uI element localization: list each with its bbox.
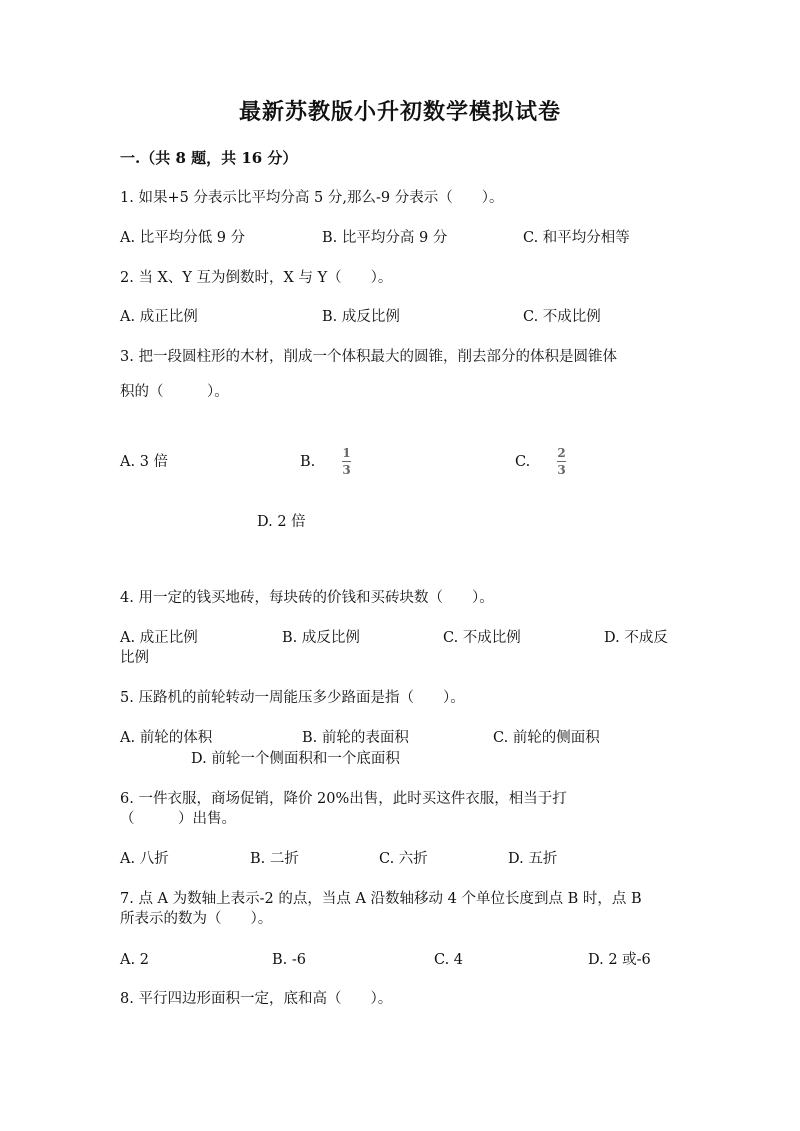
q3-option-b-fraction bbox=[342, 447, 351, 476]
q4-option-c: C. 不成比例 bbox=[443, 630, 521, 646]
q7-option-b: B. -6 bbox=[272, 952, 306, 968]
q4-option-b: B. 成反比例 bbox=[282, 630, 360, 646]
exam-title: 最新苏教版小升初数学模拟试卷 bbox=[238, 99, 561, 125]
question-5: 5. 压路机的前轮转动一周能压多少路面是指（ ）。 bbox=[120, 690, 465, 706]
q5-option-d: D. 前轮一个侧面积和一个底面积 bbox=[191, 751, 400, 767]
question-8: 8. 平行四边形面积一定，底和高（ ）。 bbox=[120, 991, 393, 1007]
question-2: 2. 当 X、Y 互为倒数时，X 与 Y（ ）。 bbox=[120, 270, 393, 286]
q4-option-a: A. 成正比例 bbox=[120, 630, 198, 646]
q7-option-c: C. 4 bbox=[434, 952, 464, 968]
q3-option-c-label: C. bbox=[515, 454, 531, 470]
fraction-numerator: 2 bbox=[557, 446, 566, 460]
q3-option-c-fraction bbox=[557, 447, 566, 476]
q3-option-b-label: B. bbox=[300, 454, 316, 470]
question-6-line-2: （ ）出售。 bbox=[120, 811, 236, 827]
q1-option-c: C. 和平均分相等 bbox=[523, 230, 630, 246]
question-7-line-2: 所表示的数为（ ）。 bbox=[120, 911, 273, 927]
q2-option-c: C. 不成比例 bbox=[523, 309, 601, 325]
fraction-denominator: 3 bbox=[342, 463, 351, 477]
fraction-denominator: 3 bbox=[557, 463, 566, 477]
q7-option-a: A. 2 bbox=[120, 952, 149, 968]
fraction-bar bbox=[342, 461, 351, 462]
q7-option-d: D. 2 或-6 bbox=[588, 952, 651, 968]
q5-option-c: C. 前轮的侧面积 bbox=[493, 730, 600, 746]
q5-option-a: A. 前轮的体积 bbox=[120, 730, 213, 746]
fraction-bar bbox=[557, 461, 566, 462]
q4-option-d: D. 不成反 bbox=[604, 630, 668, 646]
q6-option-b: B. 二折 bbox=[250, 851, 299, 867]
q6-option-a: A. 八折 bbox=[120, 851, 169, 867]
q3-option-a: A. 3 倍 bbox=[120, 454, 169, 470]
question-4: 4. 用一定的钱买地砖，每块砖的价钱和买砖块数（ ）。 bbox=[120, 590, 494, 606]
q4-option-d-wrap: 比例 bbox=[120, 650, 149, 666]
fraction-numerator: 1 bbox=[342, 446, 351, 460]
question-6-line-1: 6. 一件衣服，商场促销，降价 20%出售，此时买这件衣服，相当于打 bbox=[120, 791, 567, 807]
question-3-line-2: 积的（ ）。 bbox=[120, 384, 229, 400]
q1-option-b: B. 比平均分高 9 分 bbox=[322, 230, 448, 246]
q1-option-a: A. 比平均分低 9 分 bbox=[120, 230, 246, 246]
question-7-line-1: 7. 点 A 为数轴上表示-2 的点，当点 A 沿数轴移动 4 个单位长度到点 B 时，点 B bbox=[120, 891, 642, 907]
section-heading: 一.（共 8 题，共 16 分） bbox=[120, 149, 298, 167]
q5-option-b: B. 前轮的表面积 bbox=[302, 730, 409, 746]
q2-option-a: A. 成正比例 bbox=[120, 309, 198, 325]
q6-option-d: D. 五折 bbox=[508, 851, 558, 867]
q2-option-b: B. 成反比例 bbox=[322, 309, 400, 325]
question-1: 1. 如果+5 分表示比平均分高 5 分,那么-9 分表示（ ）。 bbox=[120, 190, 504, 206]
q3-option-d: D. 2 倍 bbox=[257, 514, 306, 530]
question-3-line-1: 3. 把一段圆柱形的木材，削成一个体积最大的圆锥，削去部分的体积是圆锥体 bbox=[120, 349, 617, 365]
q6-option-c: C. 六折 bbox=[379, 851, 428, 867]
